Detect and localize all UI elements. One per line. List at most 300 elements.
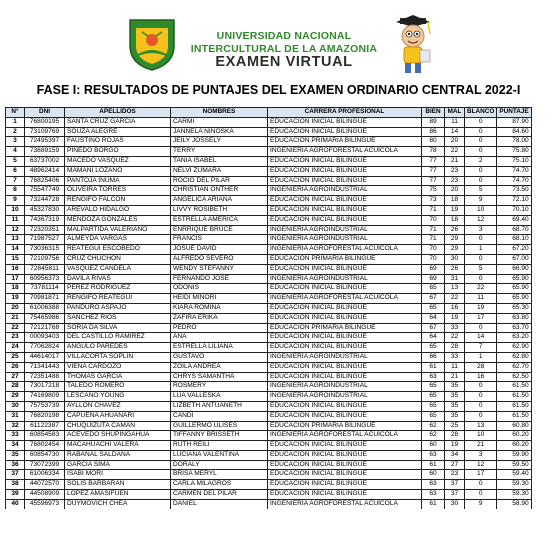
blanco-cell: 10: [465, 431, 497, 441]
bien-cell: 75: [422, 186, 445, 196]
row-number: 28: [6, 382, 25, 392]
dni-cell: 44508909: [25, 490, 65, 500]
row-number: 11: [6, 215, 25, 225]
bien-cell: 63: [422, 490, 445, 500]
bien-cell: 61: [422, 362, 445, 372]
blanco-cell: 11: [465, 294, 497, 304]
nombres-cell: LUCIANA VALENTINA: [171, 450, 268, 460]
carrera-cell: EDUCACIÓN INICIAL BILINGÜE: [268, 205, 422, 215]
apellidos-cell: OLIVEIRA TORRES: [65, 186, 171, 196]
table-row: [6, 401, 532, 411]
mal-cell: 37: [445, 490, 465, 500]
row-number: 18: [6, 284, 25, 294]
mal-cell: 35: [445, 411, 465, 421]
dni-cell: 73072399: [25, 460, 65, 470]
puntaje-cell: 65.30: [497, 303, 531, 313]
blanco-cell: 0: [465, 166, 497, 176]
apellidos-cell: VILLACORTA SOPLIN: [65, 352, 171, 362]
apellidos-cell: DEL CASTILLO RAMIREZ: [65, 333, 171, 343]
nombres-cell: TERRY: [171, 147, 268, 157]
puntaje-cell: 59.30: [497, 490, 531, 500]
blanco-cell: 0: [465, 411, 497, 421]
blanco-cell: 28: [465, 362, 497, 372]
blanco-cell: 1: [465, 352, 497, 362]
student-mascot-icon: [392, 12, 436, 76]
carrera-cell: EDUCACIÓN INICIAL BILINGÜE: [268, 117, 422, 127]
row-number: 35: [6, 450, 25, 460]
dni-cell: 76820198: [25, 411, 65, 421]
blanco-cell: 0: [465, 490, 497, 500]
nombres-cell: TANIA ISABEL: [171, 156, 268, 166]
table-row: [6, 362, 532, 372]
mal-cell: 33: [445, 323, 465, 333]
dni-cell: 76825406: [25, 176, 65, 186]
results-title: FASE I: RESULTADOS DE PUNTAJES DEL EXAMEN ORDINARIO CENTRAL 2022-I: [36, 83, 521, 97]
carrera-cell: INGENIERÍA AGROINDUSTRIAL: [268, 352, 422, 362]
puntaje-cell: 62.70: [497, 362, 531, 372]
blanco-cell: 0: [465, 274, 497, 284]
column-header: MAL: [445, 108, 465, 118]
nombres-cell: ANGELICA ARIANA: [171, 196, 268, 206]
nombres-cell: ENRRIQUE BRUCE: [171, 225, 268, 235]
bien-cell: 71: [422, 235, 445, 245]
row-number: 10: [6, 205, 25, 215]
row-number: 29: [6, 392, 25, 402]
nombres-cell: GUSTAVO: [171, 352, 268, 362]
dni-cell: 44614017: [25, 352, 65, 362]
apellidos-cell: TALEDO ROMERO: [65, 382, 171, 392]
apellidos-cell: ISABI MORI: [65, 470, 171, 480]
dni-cell: 71987527: [25, 235, 65, 245]
bien-cell: 65: [422, 284, 445, 294]
table-row: [6, 441, 532, 451]
puntaje-cell: 68.70: [497, 225, 531, 235]
table-row: [6, 284, 532, 294]
blanco-cell: 13: [465, 421, 497, 431]
nombres-cell: ROSMERY: [171, 382, 268, 392]
blanco-cell: 3: [465, 450, 497, 460]
row-number: 14: [6, 245, 25, 255]
blanco-cell: 21: [465, 441, 497, 451]
row-number: 31: [6, 411, 25, 421]
carrera-cell: EDUCACIÓN INICIAL BILINGÜE: [268, 215, 422, 225]
puntaje-cell: 59.30: [497, 480, 531, 490]
carrera-cell: EDUCACIÓN INICIAL BILINGÜE: [268, 176, 422, 186]
mal-cell: 25: [445, 421, 465, 431]
mal-cell: 31: [445, 274, 465, 284]
puntaje-cell: 60.80: [497, 421, 531, 431]
mal-cell: 18: [445, 215, 465, 225]
puntaje-cell: 65.90: [497, 274, 531, 284]
table-row: [6, 470, 532, 480]
blanco-cell: 19: [465, 303, 497, 313]
column-header: APELLIDOS: [65, 108, 171, 118]
blanco-cell: 9: [465, 196, 497, 206]
carrera-cell: EDUCACIÓN INICIAL BILINGÜE: [268, 156, 422, 166]
puntaje-cell: 58.90: [497, 499, 531, 508]
apellidos-cell: MALPARTIDA VALERIANO: [65, 225, 171, 235]
apellidos-cell: LÓPEZ AMASIFUEN: [65, 490, 171, 500]
bien-cell: 69: [422, 264, 445, 274]
table-row: [6, 499, 532, 508]
row-number: 12: [6, 225, 25, 235]
mal-cell: 29: [445, 245, 465, 255]
dni-cell: 60854583: [25, 431, 65, 441]
mal-cell: 19: [445, 205, 465, 215]
table-row: [6, 196, 532, 206]
carrera-cell: EDUCACIÓN INICIAL BILINGÜE: [268, 362, 422, 372]
blanco-cell: 3: [465, 225, 497, 235]
mal-cell: 26: [445, 225, 465, 235]
puntaje-cell: 72.10: [497, 196, 531, 206]
puntaje-cell: 63.20: [497, 333, 531, 343]
puntaje-cell: 62.80: [497, 352, 531, 362]
carrera-cell: EDUCACIÓN INICIAL BILINGÜE: [268, 333, 422, 343]
apellidos-cell: REÁTEGUI ESCOBEDO: [65, 245, 171, 255]
row-number: 24: [6, 343, 25, 353]
puntaje-cell: 61.50: [497, 382, 531, 392]
mal-cell: 30: [445, 254, 465, 264]
table-row: [6, 372, 532, 382]
mal-cell: 28: [445, 343, 465, 353]
row-number: 3: [6, 137, 25, 147]
row-number: 9: [6, 196, 25, 206]
apellidos-cell: SANTA CRUZ GARCIA: [65, 117, 171, 127]
puntaje-cell: 73.50: [497, 186, 531, 196]
results-table: [5, 107, 532, 509]
apellidos-cell: PEREZ RODRIGUEZ: [65, 284, 171, 294]
apellidos-cell: CAPUENA AHUANARI: [65, 411, 171, 421]
nombres-cell: ZOILA ANDREA: [171, 362, 268, 372]
apellidos-cell: LESCANO YOUNG: [65, 392, 171, 402]
dni-cell: 75753739: [25, 401, 65, 411]
apellidos-cell: RENGIFO REATEGUI: [65, 294, 171, 304]
puntaje-cell: 60.20: [497, 441, 531, 451]
row-number: 5: [6, 156, 25, 166]
university-name-line-2: INTERCULTURAL DE LA AMAZONIA: [190, 43, 378, 55]
carrera-cell: EDUCACIÓN INICIAL BILINGÜE: [268, 303, 422, 313]
table-row: [6, 235, 532, 245]
row-number: 1: [6, 117, 25, 127]
puntaje-cell: 69.40: [497, 215, 531, 225]
bien-cell: 71: [422, 205, 445, 215]
blanco-cell: 0: [465, 176, 497, 186]
blanco-cell: 2: [465, 156, 497, 166]
carrera-cell: INGENIERÍA AGROFORESTAL ACUÍCOLA: [268, 245, 422, 255]
column-header: NOMBRES: [171, 108, 268, 118]
dni-cell: 00093403: [25, 333, 65, 343]
nombres-cell: LIVVY ROSIBETH: [171, 205, 268, 215]
mal-cell: 23: [445, 176, 465, 186]
table-row: [6, 460, 532, 470]
results-table-body: [6, 117, 532, 508]
row-number: 33: [6, 431, 25, 441]
mal-cell: 26: [445, 264, 465, 274]
carrera-cell: EDUCACIÓN INICIAL BILINGÜE: [268, 490, 422, 500]
blanco-cell: 0: [465, 235, 497, 245]
puntaje-cell: 87.90: [497, 117, 531, 127]
nombres-cell: ODONIS: [171, 284, 268, 294]
puntaje-cell: 60.20: [497, 431, 531, 441]
bien-cell: 64: [422, 313, 445, 323]
dni-cell: 72121768: [25, 323, 65, 333]
dni-cell: 73781114: [25, 284, 65, 294]
nombres-cell: GUILLERMO ULISES: [171, 421, 268, 431]
table-row: [6, 274, 532, 284]
nombres-cell: KIARA ROMINA: [171, 303, 268, 313]
dni-cell: 61006388: [25, 303, 65, 313]
apellidos-cell: PANTOJA INUMA: [65, 176, 171, 186]
bien-cell: 65: [422, 411, 445, 421]
carrera-cell: INGENIERÍA AGROINDUSTRIAL: [268, 186, 422, 196]
dni-cell: 73036315: [25, 245, 65, 255]
row-number: 25: [6, 352, 25, 362]
dni-cell: 45596973: [25, 499, 65, 508]
bien-cell: 61: [422, 499, 445, 508]
blanco-cell: 17: [465, 313, 497, 323]
bien-cell: 67: [422, 323, 445, 333]
nombres-cell: WENDY STEFANNY: [171, 264, 268, 274]
mal-cell: 35: [445, 392, 465, 402]
apellidos-cell: MENDOZA GONZÁLES: [65, 215, 171, 225]
bien-cell: 65: [422, 382, 445, 392]
puntaje-cell: 61.50: [497, 401, 531, 411]
nombres-cell: BRISA MERYL: [171, 470, 268, 480]
bien-cell: 69: [422, 274, 445, 284]
blanco-cell: 0: [465, 401, 497, 411]
bien-cell: 60: [422, 441, 445, 451]
puntaje-cell: 74.70: [497, 166, 531, 176]
bien-cell: 63: [422, 450, 445, 460]
table-row: [6, 137, 532, 147]
table-row: [6, 303, 532, 313]
row-number: 15: [6, 254, 25, 264]
puntaje-cell: 84.60: [497, 127, 531, 137]
bien-cell: 61: [422, 460, 445, 470]
mal-cell: 20: [445, 186, 465, 196]
blanco-cell: 1: [465, 245, 497, 255]
mal-cell: 11: [445, 362, 465, 372]
university-shield-logo: [126, 16, 178, 72]
row-number: 8: [6, 186, 25, 196]
nombres-cell: FERNANDO JOSE: [171, 274, 268, 284]
bien-cell: 80: [422, 137, 445, 147]
mal-cell: 33: [445, 352, 465, 362]
apellidos-cell: AREVALO HIDALGO: [65, 205, 171, 215]
row-number: 13: [6, 235, 25, 245]
nombres-cell: ESTRELLA LILIANA: [171, 343, 268, 353]
puntaje-cell: 65.90: [497, 284, 531, 294]
mal-cell: 37: [445, 480, 465, 490]
mal-cell: 23: [445, 470, 465, 480]
blanco-cell: 22: [465, 284, 497, 294]
blanco-cell: 10: [465, 205, 497, 215]
row-number: 32: [6, 421, 25, 431]
bien-cell: 60: [422, 470, 445, 480]
dni-cell: 77062824: [25, 343, 65, 353]
table-row: [6, 343, 532, 353]
carrera-cell: EDUCACIÓN INICIAL BILINGÜE: [268, 372, 422, 382]
apellidos-cell: SOUZA ALEGRE: [65, 127, 171, 137]
dni-cell: 73889159: [25, 147, 65, 157]
bien-cell: 62: [422, 431, 445, 441]
row-number: 36: [6, 460, 25, 470]
dni-cell: 73017218: [25, 382, 65, 392]
table-header-row: [6, 108, 532, 118]
blanco-cell: 0: [465, 480, 497, 490]
apellidos-cell: RABANAL SALDAÑA: [65, 450, 171, 460]
column-header: N°: [6, 108, 25, 118]
puntaje-cell: 59.50: [497, 460, 531, 470]
puntaje-cell: 66.90: [497, 264, 531, 274]
puntaje-cell: 70.10: [497, 205, 531, 215]
puntaje-cell: 75.80: [497, 147, 531, 157]
nombres-cell: ALFREDO SEVERO: [171, 254, 268, 264]
nombres-cell: CHRISTIAN ONTHER: [171, 186, 268, 196]
apellidos-cell: ALMEYDA VARGAS: [65, 235, 171, 245]
bien-cell: 89: [422, 117, 445, 127]
bien-cell: 77: [422, 166, 445, 176]
mal-cell: 21: [445, 156, 465, 166]
apellidos-cell: FAUSTINO ROJAS: [65, 137, 171, 147]
nombres-cell: CHRYS SAMANTHA: [171, 372, 268, 382]
carrera-cell: INGENIERÍA AGROFORESTAL ACUÍCOLA: [268, 294, 422, 304]
table-row: [6, 156, 532, 166]
puntaje-cell: 63.70: [497, 323, 531, 333]
table-row: [6, 480, 532, 490]
puntaje-cell: 75.10: [497, 156, 531, 166]
apellidos-cell: DUYMOVICH CHEA: [65, 499, 171, 508]
puntaje-cell: 67.20: [497, 245, 531, 255]
carrera-cell: INGENIERÍA AGROFORESTAL ACUÍCOLA: [268, 499, 422, 508]
nombres-cell: CANDI: [171, 411, 268, 421]
dni-cell: 76800195: [25, 117, 65, 127]
dni-cell: 72109756: [25, 254, 65, 264]
blanco-cell: 17: [465, 470, 497, 480]
row-number: 30: [6, 401, 25, 411]
dni-cell: 76802454: [25, 441, 65, 451]
apellidos-cell: SORIA DA SILVA: [65, 323, 171, 333]
bien-cell: 63: [422, 372, 445, 382]
bien-cell: 65: [422, 401, 445, 411]
puntaje-cell: 59.40: [497, 470, 531, 480]
university-name-line-1: UNIVERSIDAD NACIONAL: [216, 30, 352, 42]
carrera-cell: EDUCACIÓN INICIAL BILINGÜE: [268, 166, 422, 176]
mal-cell: 16: [445, 303, 465, 313]
mal-cell: 19: [445, 441, 465, 451]
bien-cell: 70: [422, 215, 445, 225]
carrera-cell: EDUCACIÓN INICIAL BILINGÜE: [268, 343, 422, 353]
table-row: [6, 333, 532, 343]
nombres-cell: ESTRELLA AMÉRICA: [171, 215, 268, 225]
bien-cell: 67: [422, 294, 445, 304]
apellidos-cell: VIENA CARDOZO: [65, 362, 171, 372]
nombres-cell: DANIEL: [171, 499, 268, 508]
nombres-cell: ZAFIRA ERIKA: [171, 313, 268, 323]
dni-cell: 48962414: [25, 166, 65, 176]
bien-cell: 73: [422, 196, 445, 206]
blanco-cell: 0: [465, 117, 497, 127]
nombres-cell: DORALY: [171, 460, 268, 470]
dni-cell: 44072570: [25, 480, 65, 490]
blanco-cell: 12: [465, 460, 497, 470]
row-number: 22: [6, 323, 25, 333]
row-number: 37: [6, 470, 25, 480]
table-row: [6, 127, 532, 137]
apellidos-cell: MAMANI LOZANO: [65, 166, 171, 176]
row-number: 27: [6, 372, 25, 382]
carrera-cell: EDUCACIÓN INICIAL BILINGÜE: [268, 196, 422, 206]
mal-cell: 11: [445, 117, 465, 127]
nombres-cell: CARLA MILAGROS: [171, 480, 268, 490]
carrera-cell: EDUCACIÓN INICIAL BILINGÜE: [268, 460, 422, 470]
row-number: 7: [6, 176, 25, 186]
carrera-cell: EDUCACIÓN INICIAL BILINGÜE: [268, 284, 422, 294]
carrera-cell: INGENIERÍA AGROINDUSTRIAL: [268, 392, 422, 402]
blanco-cell: 0: [465, 382, 497, 392]
puntaje-cell: 65.90: [497, 294, 531, 304]
dni-cell: 61006334: [25, 470, 65, 480]
carrera-cell: EDUCACIÓN PRIMARIA BILINGÜE: [268, 254, 422, 264]
apellidos-cell: SANCHEZ RIOS: [65, 313, 171, 323]
dni-cell: 45327830: [25, 205, 65, 215]
carrera-cell: EDUCACIÓN INICIAL BILINGÜE: [268, 401, 422, 411]
puntaje-cell: 61.50: [497, 392, 531, 402]
carrera-cell: INGENIERÍA AGROFORESTAL ACUÍCOLA: [268, 431, 422, 441]
mal-cell: 29: [445, 235, 465, 245]
column-header: BIEN: [422, 108, 445, 118]
table-row: [6, 323, 532, 333]
table-row: [6, 205, 532, 215]
blanco-cell: 5: [465, 186, 497, 196]
nombres-cell: JEILY JOSSELY: [171, 137, 268, 147]
mal-cell: 23: [445, 166, 465, 176]
carrera-cell: INGENIERÍA AGROFORESTAL ACUÍCOLA: [268, 147, 422, 157]
bien-cell: 78: [422, 147, 445, 157]
table-row: [6, 431, 532, 441]
dni-cell: 72351488: [25, 372, 65, 382]
carrera-cell: INGENIERÍA AGROINDUSTRIAL: [268, 274, 422, 284]
blanco-cell: 5: [465, 264, 497, 274]
blanco-cell: 0: [465, 254, 497, 264]
table-row: [6, 421, 532, 431]
blanco-cell: 0: [465, 137, 497, 147]
bien-cell: 66: [422, 352, 445, 362]
apellidos-cell: RENGIFO FALCÓN: [65, 196, 171, 206]
blanco-cell: 9: [465, 499, 497, 508]
apellidos-cell: PINEDO BORGO: [65, 147, 171, 157]
mal-cell: 19: [445, 313, 465, 323]
carrera-cell: EDUCACIÓN INICIAL BILINGÜE: [268, 480, 422, 490]
table-row: [6, 352, 532, 362]
carrera-cell: EDUCACIÓN INICIAL BILINGÜE: [268, 411, 422, 421]
row-number: 23: [6, 333, 25, 343]
carrera-cell: EDUCACIÓN PRIMARIA BILINGÜE: [268, 323, 422, 333]
apellidos-cell: PANDURO ASPAJO: [65, 303, 171, 313]
apellidos-cell: ANGULO PAREDES: [65, 343, 171, 353]
page-header: [0, 0, 557, 78]
bien-cell: 71: [422, 225, 445, 235]
dni-cell: 72320351: [25, 225, 65, 235]
mal-cell: 22: [445, 294, 465, 304]
mal-cell: 18: [445, 196, 465, 206]
nombres-cell: LUA VALLESKA: [171, 392, 268, 402]
row-number: 40: [6, 499, 25, 508]
row-number: 21: [6, 313, 25, 323]
carrera-cell: EDUCACIÓN INICIAL BILINGÜE: [268, 313, 422, 323]
row-number: 38: [6, 480, 25, 490]
nombres-cell: FRANCIS: [171, 235, 268, 245]
